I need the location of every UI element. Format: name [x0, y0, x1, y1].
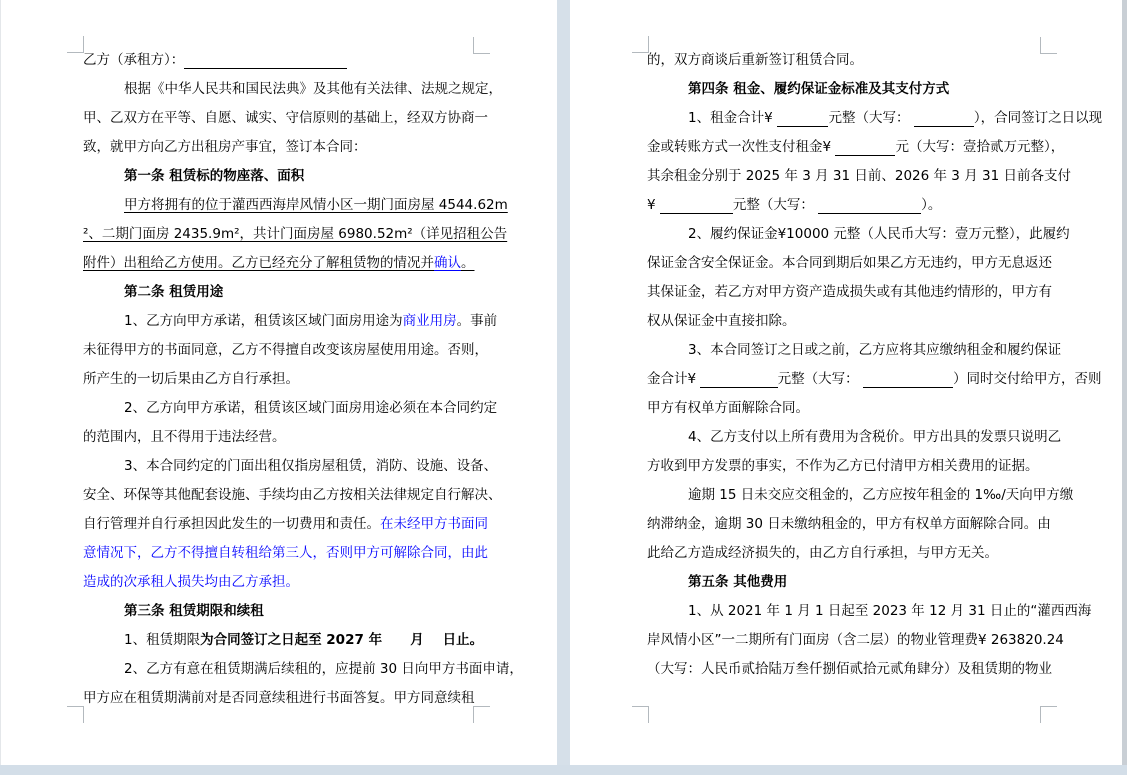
text-segment: 纳滞纳金，逾期 30 日未缴纳租金的，甲方有权单方面解除合同。由	[647, 516, 1051, 532]
text-segment: 第五条 其他费用	[688, 574, 788, 590]
text-segment: ¥	[647, 197, 660, 213]
text-line[interactable]	[647, 626, 1064, 655]
text-line[interactable]	[647, 162, 1071, 191]
page-2-content[interactable]	[647, 46, 1103, 684]
text-segment: 权从保证金中直接扣除。	[647, 313, 796, 329]
text-segment: 4、乙方支付以上所有费用为含税价。甲方出具的发票只说明乙	[688, 429, 1062, 445]
text-segment: 1、从 2021 年 1 月 1 日起至 2023 年 12 月 31 日止的“灌西西海	[688, 603, 1092, 619]
text-segment: 3、本合同签订之日或之前，乙方应将其应缴纳租金和履约保证	[688, 342, 1062, 358]
text-line[interactable]	[647, 481, 1074, 510]
text-line[interactable]	[83, 394, 498, 423]
text-boundary-mark-bottom-left	[67, 706, 84, 723]
text-line[interactable]	[83, 568, 495, 597]
text-segment: 在未经甲方书面同	[380, 516, 488, 532]
text-segment: 根据《中华人民共和国民法典》及其他有关法律、法规之规定，	[124, 81, 502, 97]
text-line[interactable]	[83, 249, 495, 278]
text-segment	[660, 197, 733, 214]
text-line[interactable]	[83, 220, 508, 249]
text-segment: 金合计¥	[647, 371, 701, 387]
text-line[interactable]	[647, 249, 1059, 278]
text-boundary-mark-bottom-right	[1040, 706, 1057, 723]
text-segment: 金或转账方式一次性支付租金¥	[647, 139, 836, 155]
text-segment: 逾期 15 日未交应交租金的，乙方应按年租金的 1‰/天向甲方缴	[688, 487, 1074, 503]
text-line[interactable]	[647, 133, 1065, 162]
text-segment: 意情况下，乙方不得擅自转租给第三人，否则甲方可解除合同，由此	[83, 545, 488, 561]
text-boundary-mark-top-left	[67, 36, 84, 53]
document-page-1[interactable]	[0, 0, 557, 765]
text-segment: 方收到甲方发票的事实，不作为乙方已付清甲方相关费用的证据。	[647, 458, 1039, 474]
text-segment	[700, 371, 777, 388]
text-segment: 乙方（承租方）：	[83, 52, 185, 68]
text-segment	[777, 110, 829, 127]
text-line[interactable]	[647, 220, 1070, 249]
text-segment	[863, 371, 953, 388]
text-segment: 甲、乙双方在平等、自愿、诚实、守信原则的基础上，经双方协商一	[83, 110, 488, 126]
text-line[interactable]	[83, 191, 508, 220]
text-segment: ）。	[921, 197, 942, 213]
text-line[interactable]	[83, 655, 523, 684]
text-line[interactable]	[83, 626, 495, 655]
text-line[interactable]	[647, 510, 1059, 539]
text-segment: 致，就甲方向乙方出租房产事宜，签订本合同：	[83, 139, 367, 155]
text-line[interactable]	[647, 307, 1059, 336]
text-line[interactable]	[647, 104, 1103, 133]
text-segment	[835, 139, 895, 156]
text-segment: 元（大写：壹拾贰万元整），	[895, 139, 1065, 155]
text-boundary-mark-bottom-left	[632, 706, 649, 723]
text-segment: 此给乙方造成经济损失的，由乙方自行承担，与甲方无关。	[647, 545, 998, 561]
text-line[interactable]	[83, 510, 495, 539]
text-segment: 附件）出租给乙方使用。乙方已经充分了解租赁物的情况并	[83, 255, 434, 271]
text-segment: 甲方有权单方面解除合同。	[647, 400, 809, 416]
text-line[interactable]	[647, 539, 1059, 568]
text-line[interactable]	[647, 394, 1059, 423]
text-segment: 甲方将拥有的位于灌西西海岸风情小区一期门面房屋 4544.62m	[124, 197, 508, 213]
text-segment: 第三条 租赁期限和续租	[124, 603, 264, 619]
text-line[interactable]	[83, 75, 502, 104]
text-line[interactable]	[647, 597, 1092, 626]
text-segment: 自行管理并自行承担因此发生的一切费用和责任。	[83, 516, 380, 532]
text-segment: 元整（大写：	[732, 197, 819, 213]
text-segment: 商业用房	[402, 313, 457, 329]
text-line[interactable]	[83, 336, 495, 365]
text-segment	[184, 52, 347, 69]
text-segment: 元整（大写：	[777, 371, 863, 387]
text-segment: 第四条 租金、履约保证金标准及其支付方式	[688, 81, 950, 97]
text-segment: 甲方应在租赁期满前对是否同意续租进行书面答复。甲方同意续租	[83, 690, 475, 706]
text-segment: （大写：人民币贰拾陆万叁仟捌佰贰拾元贰角肆分）及租赁期的物业	[647, 661, 1052, 677]
text-line[interactable]	[647, 46, 1059, 75]
text-segment: ）同时交付给甲方，否则	[953, 371, 1102, 387]
text-segment: 岸风情小区”一二期所有门面房（含二层）的物业管理费¥ 263820.24	[647, 632, 1064, 648]
text-segment: 其保证金，若乙方对甲方资产造成损失或有其他违约情形的，甲方有	[647, 284, 1052, 300]
text-line[interactable]	[83, 539, 495, 568]
text-segment: ），合同签订之日以现	[973, 110, 1103, 126]
text-line[interactable]	[83, 133, 495, 162]
text-segment: 造成的次承租人损失均由乙方承担。	[83, 574, 299, 590]
text-line[interactable]	[83, 481, 502, 510]
text-line[interactable]	[83, 307, 498, 336]
text-segment: 2、乙方向甲方承诺，租赁该区域门面房用途必须在本合同约定	[124, 400, 498, 416]
text-line[interactable]	[83, 452, 498, 481]
text-line[interactable]	[647, 423, 1062, 452]
text-line[interactable]	[647, 75, 1059, 104]
text-segment: 1、租金合计¥	[688, 110, 777, 126]
text-segment: 。	[461, 255, 475, 271]
text-segment	[818, 197, 921, 214]
text-line[interactable]	[83, 278, 495, 307]
text-line[interactable]	[83, 684, 495, 713]
text-line[interactable]	[83, 46, 495, 75]
text-segment: 的，双方商谈后重新签订租赁合同。	[647, 52, 863, 68]
text-line[interactable]	[83, 423, 495, 452]
text-line[interactable]	[647, 191, 1059, 220]
text-segment: 为合同签订之日起至 2027 年 月 日止。	[200, 632, 484, 648]
right-edge-strip	[1122, 0, 1127, 775]
text-segment: 第一条 租赁标的物座落、面积	[124, 168, 305, 184]
text-line[interactable]	[647, 365, 1102, 394]
text-segment: ²、二期门面房 2435.9m²，共计门面房屋 6980.52m²（详见招租公告	[83, 226, 508, 242]
text-line[interactable]	[647, 655, 1059, 684]
text-line[interactable]	[83, 104, 495, 133]
text-segment: 3、本合同约定的门面出租仅指房屋租赁，消防、设施、设备、	[124, 458, 498, 474]
text-segment: 未征得甲方的书面同意，乙方不得擅自改变该房屋使用用途。否则，	[83, 342, 488, 358]
text-segment: 第二条 租赁用途	[124, 284, 224, 300]
text-segment: 2、履约保证金¥10000 元整（人民币大写：壹万元整），此履约	[688, 226, 1070, 242]
text-segment: 元整（大写：	[828, 110, 914, 126]
text-line[interactable]	[83, 365, 495, 394]
text-line[interactable]	[83, 597, 495, 626]
text-line[interactable]	[647, 452, 1059, 481]
text-segment: 2、乙方有意在租赁期满后续租的，应提前 30 日向甲方书面申请，	[124, 661, 523, 677]
text-line[interactable]	[647, 278, 1059, 307]
text-line[interactable]	[647, 336, 1062, 365]
text-segment: 安全、环保等其他配套设施、手续均由乙方按相关法律规定自行解决、	[83, 487, 502, 503]
text-line[interactable]	[83, 162, 495, 191]
document-page-2[interactable]	[570, 0, 1122, 765]
text-segment: 其余租金分别于 2025 年 3 月 31 日前、2026 年 3 月 31 日前各支付	[647, 168, 1071, 184]
text-segment: 保证金含安全保证金。本合同到期后如果乙方无违约，甲方无息返还	[647, 255, 1052, 271]
text-segment: 的范围内，且不得用于违法经营。	[83, 429, 286, 445]
text-segment: 。事前	[456, 313, 498, 329]
background-strip	[0, 765, 1127, 775]
text-segment: 所产生的一切后果由乙方自行承担。	[83, 371, 299, 387]
text-segment	[914, 110, 974, 127]
text-line[interactable]	[647, 568, 1059, 597]
page-1-content[interactable]	[83, 46, 523, 713]
text-segment: 1、乙方向甲方承诺，租赁该区域门面房用途为	[124, 313, 403, 329]
text-segment: 确认	[434, 255, 461, 271]
text-segment: 1、租赁期限	[124, 632, 201, 648]
